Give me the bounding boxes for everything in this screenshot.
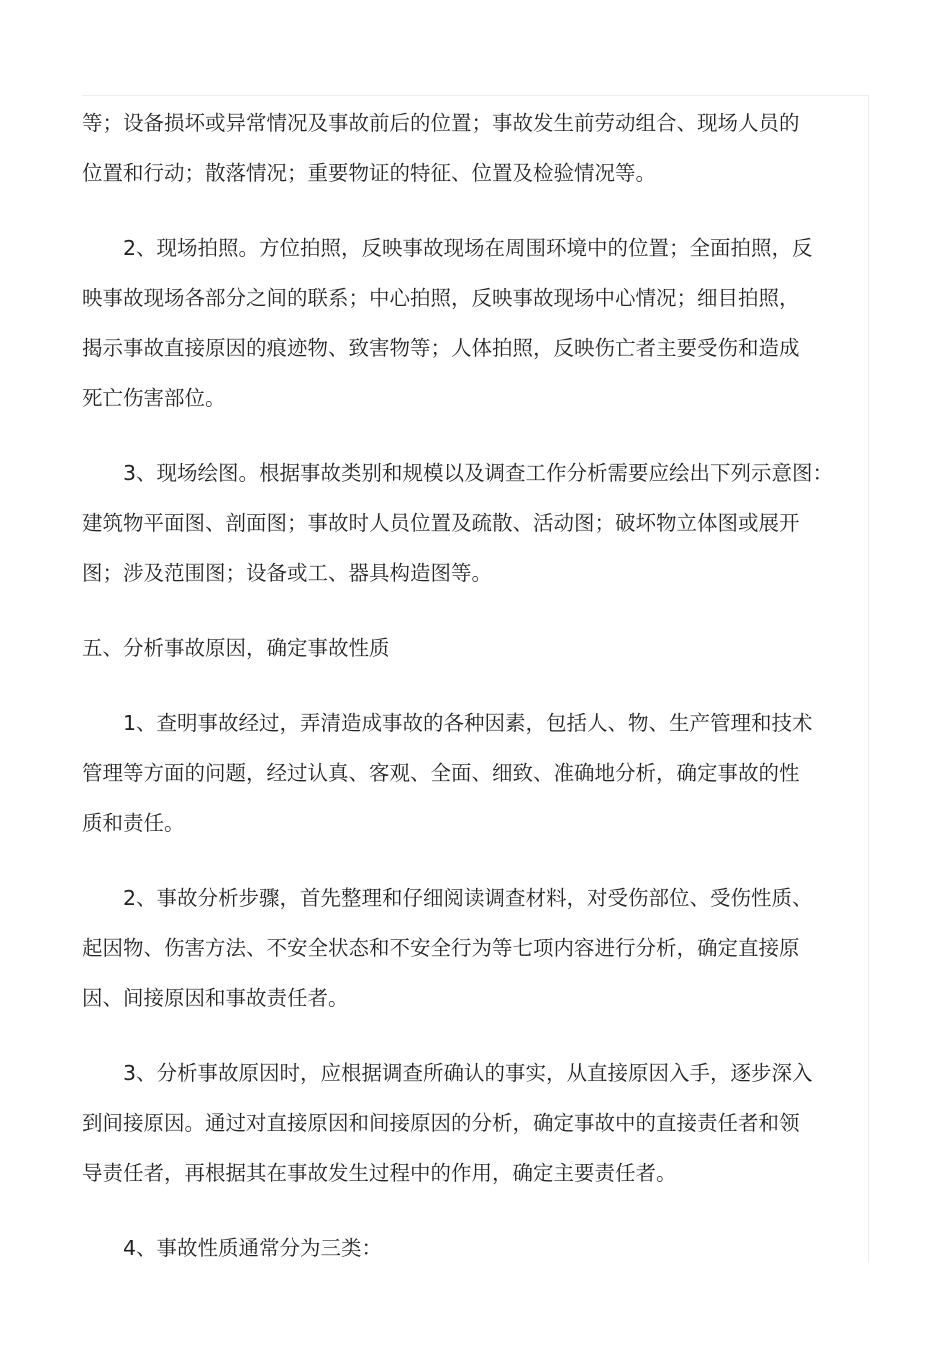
page-border-right (868, 95, 869, 1263)
text-line: 质和责任。 (82, 811, 185, 835)
paragraph-item-5-4 (82, 1223, 842, 1273)
text-line: 4、事故性质通常分为三类： (123, 1236, 383, 1260)
text-line: 因、间接原因和事故责任者。 (82, 986, 349, 1010)
text-line: 3、分析事故原因时，应根据调查所确认的事实，从直接原因入手，逐步深入 (123, 1061, 813, 1085)
text-line: 死亡伤害部位。 (82, 386, 226, 410)
text-line: 图；涉及范围图；设备或工、器具构造图等。 (82, 561, 492, 585)
section-heading-text: 五、分析事故原因，确定事故性质 (82, 636, 390, 660)
text-line: 揭示事故直接原因的痕迹物、致害物等；人体拍照，反映伤亡者主要受伤和造成 (82, 336, 800, 360)
text-line: 管理等方面的问题，经过认真、客观、全面、细致、准确地分析，确定事故的性 (82, 761, 800, 785)
text-line: 位置和行动；散落情况；重要物证的特征、位置及检验情况等。 (82, 161, 656, 185)
text-line: 建筑物平面图、剖面图；事故时人员位置及疏散、活动图；破坏物立体图或展开 (82, 511, 800, 535)
text-line: 3、现场绘图。根据事故类别和规模以及调查工作分析需要应绘出下列示意图： (123, 461, 834, 485)
paragraph-continuation (82, 98, 842, 198)
paragraph-item-5-2 (82, 873, 842, 1023)
text-line: 起因物、伤害方法、不安全状态和不安全行为等七项内容进行分析，确定直接原 (82, 936, 800, 960)
page-border-top (82, 95, 868, 96)
paragraph-item-3-drawing (82, 448, 842, 598)
paragraph-item-2-photography (82, 223, 842, 423)
text-line: 2、现场拍照。方位拍照，反映事故现场在周围环境中的位置；全面拍照，反 (123, 236, 813, 260)
text-line: 1、查明事故经过，弄清造成事故的各种因素，包括人、物、生产管理和技术 (123, 711, 813, 735)
paragraph-item-5-1 (82, 698, 842, 848)
text-line: 等；设备损坏或异常情况及事故前后的位置；事故发生前劳动组合、现场人员的 (82, 111, 800, 135)
text-line: 导责任者，再根据其在事故发生过程中的作用，确定主要责任者。 (82, 1161, 677, 1185)
text-line: 到间接原因。通过对直接原因和间接原因的分析，确定事故中的直接责任者和领 (82, 1111, 800, 1135)
paragraph-item-5-3 (82, 1048, 842, 1198)
document-body (82, 98, 842, 1273)
text-line: 映事故现场各部分之间的联系；中心拍照，反映事故现场中心情况；细目拍照， (82, 286, 800, 310)
section-heading (82, 623, 842, 673)
text-line: 2、事故分析步骤，首先整理和仔细阅读调查材料，对受伤部位、受伤性质、 (123, 886, 813, 910)
